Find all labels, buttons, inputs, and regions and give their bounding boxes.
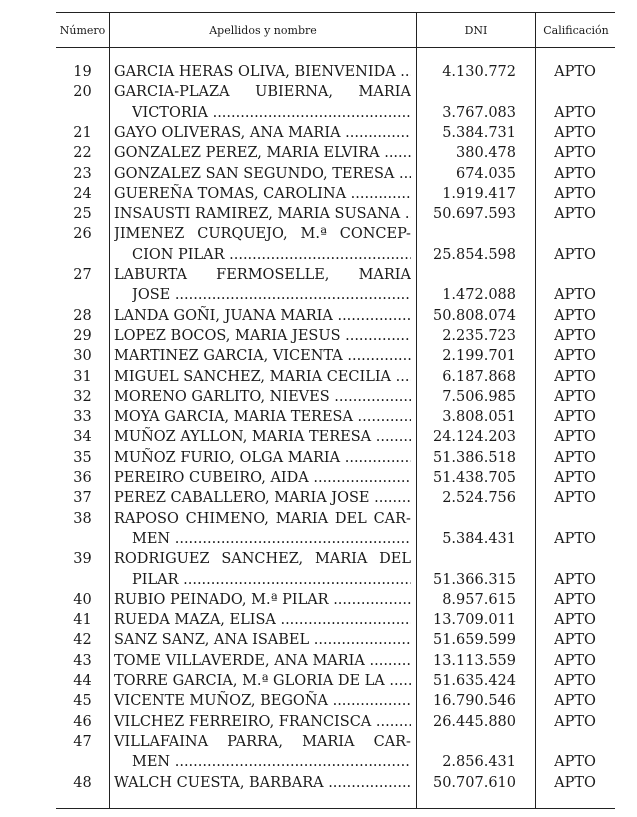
table-row [0,204,637,224]
row-number: 28 [73,307,92,324]
row-number: 46 [73,713,92,730]
row-number: 41 [73,612,92,629]
row-grade: APTO [554,591,596,608]
row-grade: APTO [554,307,596,324]
row-dni: 50.808.074 [432,307,516,324]
table-row-continuation [0,245,637,265]
row-dni: 2.856.431 [442,754,516,771]
table-row [0,590,637,610]
table-row-continuation [0,752,637,772]
row-number: 38 [73,510,92,527]
row-dni: 2.199.701 [442,348,516,365]
row-grade: APTO [554,632,596,649]
row-dni: 51.659.599 [432,632,516,649]
row-name: GUEREÑA TOMAS, CAROLINA ..... [114,184,411,204]
row-dni: 51.438.705 [432,470,516,486]
row-name-continuation: JOSE ..... [132,285,411,305]
row-grade: APTO [554,652,596,669]
row-grade: APTO [554,530,596,547]
row-dni: 51.635.424 [432,673,516,689]
row-name: MUÑOZ FURIO, OLGA MARIA ..... [114,448,411,468]
row-grade: APTO [554,368,596,385]
row-grade: APTO [554,165,596,182]
row-number: 29 [73,327,92,344]
row-number: 20 [73,84,92,101]
row-number: 24 [73,185,92,202]
row-number: 19 [73,64,92,80]
row-dni: 3.767.083 [442,104,516,121]
row-name: JIMENEZ CURQUEJO, M.ª CONCEP- [114,226,411,243]
row-dni: 24.124.203 [432,429,516,446]
row-name: LABURTA FERMOSELLE, MARIA [114,267,411,283]
row-number: 23 [73,165,92,182]
table-row [0,427,637,447]
table-row [0,387,637,407]
header-bottom-rule [56,47,615,48]
row-grade: APTO [554,713,596,730]
row-dni: 25.854.598 [432,246,516,263]
row-name: SANZ SANZ, ANA ISABEL ..... [114,630,411,650]
row-dni: 3.808.051 [442,409,516,426]
row-number: 32 [73,388,92,405]
row-grade: APTO [554,388,596,405]
row-number: 35 [73,449,92,466]
row-number: 47 [73,733,92,750]
table-row [0,346,637,366]
table-row [0,164,637,184]
row-name: GARCIA HERAS OLIVA, BIENVENIDA ..... [114,62,411,82]
table-row [0,306,637,326]
row-name: VILLAFAINA PARRA, MARIA CAR- [114,733,411,750]
table-row [0,549,637,569]
row-name: LOPEZ BOCOS, MARIA JESUS ..... [114,326,411,346]
row-dni: 2.235.723 [442,327,516,344]
table-row [0,488,637,508]
row-number: 39 [73,551,92,568]
row-dni: 380.478 [456,145,516,162]
row-dni: 8.957.615 [442,591,516,608]
row-grade: APTO [554,571,596,588]
row-name: GONZALEZ PEREZ, MARIA ELVIRA ..... [114,143,411,163]
row-name-continuation: MEN ..... [132,752,411,772]
row-number: 43 [73,652,92,669]
row-grade: APTO [554,348,596,365]
row-number: 37 [73,490,92,507]
row-name: MIGUEL SANCHEZ, MARIA CECILIA ..... [114,367,411,387]
row-grade: APTO [554,104,596,121]
row-number: 48 [73,774,92,791]
row-name: RAPOSO CHIMENO, MARIA DEL CAR- [114,510,411,527]
table-row [0,265,637,285]
table-row-continuation [0,529,637,549]
row-grade: APTO [554,449,596,466]
row-grade: APTO [554,774,596,791]
table-row [0,367,637,387]
row-number: 26 [73,226,92,243]
row-name: RUEDA MAZA, ELISA ..... [114,610,411,630]
row-dni: 16.790.546 [432,693,516,710]
header-grade: Calificación [543,24,609,37]
table-row [0,651,637,671]
row-grade: APTO [554,246,596,263]
row-grade: APTO [554,754,596,771]
row-dni: 13.709.011 [432,612,516,629]
row-name: MORENO GARLITO, NIEVES ..... [114,387,411,407]
table-row-continuation [0,285,637,305]
header-number: Número [59,24,106,37]
row-name: LANDA GOÑI, JUANA MARIA ..... [114,306,411,326]
row-number: 45 [73,693,92,710]
table-bottom-rule [56,808,615,809]
row-grade: APTO [554,185,596,202]
row-name: MARTINEZ GARCIA, VICENTA ..... [114,346,411,366]
row-grade: APTO [554,206,596,223]
row-name-continuation: MEN ..... [132,529,411,549]
row-grade: APTO [554,145,596,162]
table-row [0,630,637,650]
row-name: RODRIGUEZ SANCHEZ, MARIA DEL [114,551,411,568]
row-name: WALCH CUESTA, BARBARA ..... [114,773,411,793]
row-dni: 6.187.868 [442,368,516,385]
table-row [0,732,637,752]
row-name: GARCIA-PLAZA UBIERNA, MARIA [114,84,411,101]
row-grade: APTO [554,490,596,507]
table-row [0,407,637,427]
row-name: PEREIRO CUBEIRO, AIDA ..... [114,468,411,488]
row-number: 33 [73,409,92,426]
row-number: 31 [73,368,92,385]
table-row [0,224,637,244]
table-row [0,712,637,732]
row-dni: 50.707.610 [432,774,516,791]
table-row [0,62,637,82]
row-number: 22 [73,145,92,162]
row-number: 30 [73,348,92,365]
row-dni: 51.366.315 [432,571,516,588]
row-name-continuation: VICTORIA ..... [132,103,411,123]
row-grade: APTO [554,64,596,80]
table-row [0,610,637,630]
row-dni: 50.697.593 [432,206,516,223]
row-name: PEREZ CABALLERO, MARIA JOSE ..... [114,488,411,508]
row-name: MOYA GARCIA, MARIA TERESA ..... [114,407,411,427]
table-row [0,509,637,529]
row-number: 34 [73,429,92,446]
row-grade: APTO [554,612,596,629]
row-grade: APTO [554,429,596,446]
table-row [0,123,637,143]
table-row-continuation [0,570,637,590]
row-dni: 1.472.088 [442,287,516,304]
row-number: 42 [73,632,92,649]
row-name: TORRE GARCIA, M.ª GLORIA DE LA ..... [114,671,411,691]
row-dni: 13.113.559 [432,652,516,669]
row-name: VICENTE MUÑOZ, BEGOÑA ..... [114,691,411,711]
row-name: GAYO OLIVERAS, ANA MARIA ..... [114,123,411,143]
row-dni: 5.384.431 [442,530,516,547]
row-number: 36 [73,470,92,486]
header-dni: DNI [464,24,488,37]
table-row [0,691,637,711]
row-number: 44 [73,673,92,689]
row-dni: 51.386.518 [432,449,516,466]
row-name: TOME VILLAVERDE, ANA MARIA ..... [114,651,411,671]
table-row [0,671,637,691]
row-dni: 5.384.731 [442,124,516,141]
row-dni: 1.919.417 [442,185,516,202]
table-row [0,468,637,488]
row-name: GONZALEZ SAN SEGUNDO, TERESA ..... [114,164,411,184]
row-name: MUÑOZ AYLLON, MARIA TERESA ..... [114,427,411,447]
row-name-continuation: CION PILAR ..... [132,245,411,265]
row-dni: 2.524.756 [442,490,516,507]
row-grade: APTO [554,409,596,426]
row-grade: APTO [554,673,596,689]
row-name: RUBIO PEINADO, M.ª PILAR ..... [114,590,411,610]
table-top-rule [56,12,615,13]
table-row [0,773,637,793]
row-grade: APTO [554,470,596,486]
row-grade: APTO [554,327,596,344]
table-row [0,184,637,204]
row-grade: APTO [554,124,596,141]
row-name-continuation: PILAR ..... [132,570,411,590]
row-number: 27 [73,267,92,283]
table-row [0,448,637,468]
row-dni: 4.130.772 [442,64,516,80]
row-dni: 7.506.985 [442,388,516,405]
table-row-continuation [0,103,637,123]
row-grade: APTO [554,287,596,304]
row-dni: 26.445.880 [432,713,516,730]
row-dni: 674.035 [456,165,516,182]
row-grade: APTO [554,693,596,710]
table-row [0,82,637,102]
row-number: 40 [73,591,92,608]
row-number: 21 [73,124,92,141]
row-name: INSAUSTI RAMIREZ, MARIA SUSANA ..... [114,204,411,224]
row-number: 25 [73,206,92,223]
table-row [0,326,637,346]
row-name: VILCHEZ FERREIRO, FRANCISCA ..... [114,712,411,732]
header-name: Apellidos y nombre [209,24,317,37]
table-row [0,143,637,163]
